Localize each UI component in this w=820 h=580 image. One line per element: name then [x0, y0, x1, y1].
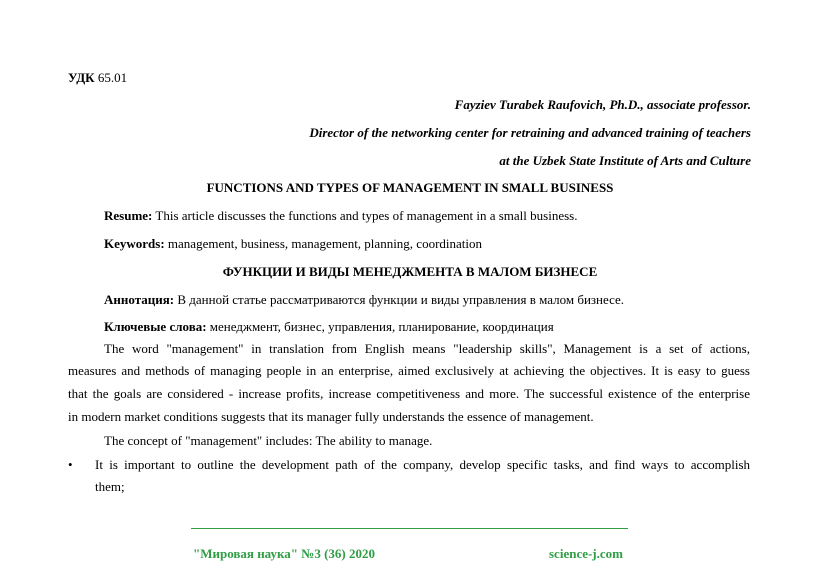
bullet-icon: • [68, 457, 73, 472]
keywords-text: management, business, management, planning, coordination [167, 236, 483, 251]
title-ru: ФУНКЦИИ И ВИДЫ МЕНЕДЖМЕНТА В МАЛОМ БИЗНЕСЕ [222, 264, 598, 279]
keywords-ru-line [104, 319, 554, 335]
resume-line [104, 208, 577, 224]
bullet-line-2: them; [95, 479, 125, 494]
udk-value: 65.01 [97, 70, 128, 85]
author-name: Fayziev Turabek Raufovich, Ph.D., associate professor. [454, 97, 751, 112]
udk-line [68, 70, 127, 86]
author-institution: at the Uzbek State Institute of Arts and Culture [499, 153, 751, 168]
annotation-text: В данной статье рассматриваются функции и виды управления в малом бизнесе. [177, 292, 625, 307]
keywords-label: Keywords: [104, 236, 165, 251]
title-en: FUNCTIONS AND TYPES OF MANAGEMENT IN SMALL BUSINESS [206, 180, 614, 195]
keywords-ru-text: менеджмент, бизнес, управления, планирование, координация [209, 319, 554, 334]
body-p1-line-2: measures and methods of managing people in an enterprise, aimed exclusively at achieving the objectives. It is easy to guess [68, 363, 750, 378]
udk-label: УДК [68, 70, 95, 85]
footer-site[interactable]: science-j.com [549, 546, 623, 561]
body-p2: The concept of "management" includes: The ability to manage. [104, 433, 433, 448]
annotation-line [104, 292, 624, 308]
resume-label: Resume: [104, 208, 153, 223]
resume-text: This article discusses the functions and types of management in a small business. [155, 208, 578, 223]
footer-divider [191, 528, 628, 529]
author-position: Director of the networking center for retraining and advanced training of teachers [309, 125, 751, 140]
annotation-label: Аннотация: [104, 292, 175, 307]
bullet-line-1: It is important to outline the development path of the company, develop specific tasks, and find ways to accomplish [95, 457, 750, 472]
keywords-ru-label: Ключевые слова: [104, 319, 207, 334]
keywords-line [104, 236, 482, 252]
body-p1-line-4: in modern market conditions suggests that its manager fully understands the essence of management. [68, 409, 594, 424]
footer-journal: "Мировая наука" №3 (36) 2020 [193, 546, 375, 561]
body-p1-line-1: The word "management" in translation from English means "leadership skills", Management is a set of actions, [104, 341, 750, 356]
body-p1-line-3: that the goals are considered - increase profits, increase competitiveness and more. The successful existence of the enterprise [68, 386, 750, 401]
